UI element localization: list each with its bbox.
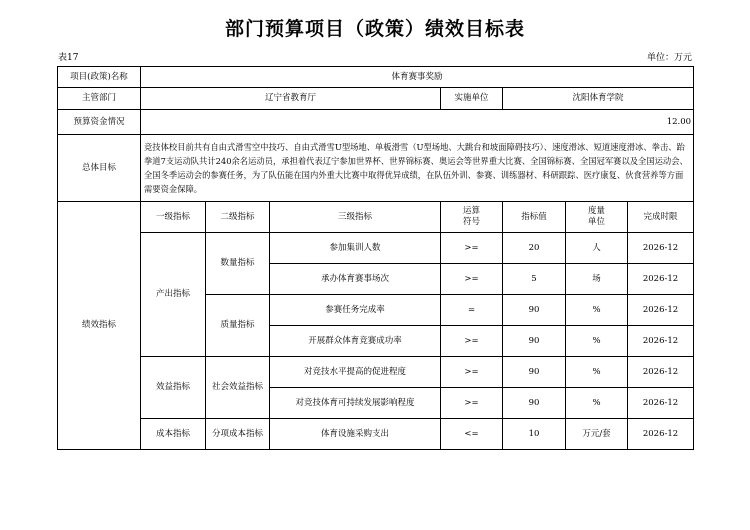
- group-social: 社会效益指标: [206, 357, 270, 419]
- indicator-value: 20: [503, 233, 566, 264]
- indicator-deadline: 2026-12: [628, 388, 694, 419]
- indicator-name: 对竞技体育可持续发展影响程度: [270, 388, 441, 419]
- table-number: 表17: [58, 53, 79, 63]
- goal-text: 竞技体校目前共有自由式滑雪空中技巧、自由式滑雪U型场地、单板滑雪（U型场地、大跳台和坡面障碍技巧）、速度滑冰、短道速度滑冰、拳击、跆拳道7支运动队共计240余名运动员，承担着代表辽宁参加世界杯、世界锦标赛、奥运会等世界重大比赛、全国锦标赛、全国冠军赛以及全国运动会、全国冬季运动会的参赛任务，为了队伍能在国内外重大比赛中取得优异成绩，在队伍外训、参赛、训练器材、科研跟踪、医疗康复、伙食营养等方面需要资金保障。: [141, 135, 694, 202]
- impl-label: 实施单位: [441, 88, 503, 110]
- indicator-operator: <=: [441, 419, 503, 450]
- dept-label: 主管部门: [58, 88, 141, 110]
- header-value: 指标值: [503, 202, 566, 233]
- perf-label: 绩效指标: [58, 202, 141, 450]
- project-row: [58, 67, 694, 88]
- funds-value: 12.00: [141, 110, 694, 135]
- group-quality: 质量指标: [206, 295, 270, 357]
- indicator-value: 90: [503, 295, 566, 326]
- indicator-unit: %: [566, 388, 628, 419]
- indicator-deadline: 2026-12: [628, 264, 694, 295]
- header-level2: 二级指标: [206, 202, 270, 233]
- project-label: 项目(政策)名称: [58, 67, 141, 88]
- indicator-operator: >=: [441, 233, 503, 264]
- dept-value: 辽宁省教育厅: [141, 88, 441, 110]
- indicator-unit: 万元/套: [566, 419, 628, 450]
- indicator-value: 90: [503, 357, 566, 388]
- indicator-value: 90: [503, 326, 566, 357]
- indicator-deadline: 2026-12: [628, 233, 694, 264]
- group-subcost: 分项成本指标: [206, 419, 270, 450]
- table-row: [58, 233, 694, 264]
- indicator-deadline: 2026-12: [628, 295, 694, 326]
- indicator-operator: >=: [441, 326, 503, 357]
- indicator-value: 5: [503, 264, 566, 295]
- performance-target-table: [57, 66, 694, 450]
- header-level1: 一级指标: [141, 202, 206, 233]
- group-cost: 成本指标: [141, 419, 206, 450]
- indicator-unit: 场: [566, 264, 628, 295]
- indicator-deadline: 2026-12: [628, 357, 694, 388]
- indicator-operator: >=: [441, 357, 503, 388]
- group-output: 产出指标: [141, 233, 206, 357]
- indicator-name: 参赛任务完成率: [270, 295, 441, 326]
- indicator-operator: >=: [441, 388, 503, 419]
- header-operator: 运算 符号: [441, 202, 503, 233]
- indicator-deadline: 2026-12: [628, 326, 694, 357]
- page-title: 部门预算项目（政策）绩效目标表: [224, 18, 525, 40]
- header-unit: 度量 单位: [566, 202, 628, 233]
- indicator-unit: %: [566, 295, 628, 326]
- indicator-value: 10: [503, 419, 566, 450]
- indicator-name: 承办体育赛事场次: [270, 264, 441, 295]
- group-benefit: 效益指标: [141, 357, 206, 419]
- perf-header-row: [58, 202, 694, 233]
- group-quantity: 数量指标: [206, 233, 270, 295]
- indicator-operator: =: [441, 295, 503, 326]
- project-value: 体育赛事奖励: [141, 67, 694, 88]
- unit-label: 单位：万元: [646, 53, 692, 63]
- indicator-name: 体育设施采购支出: [270, 419, 441, 450]
- table-row: [58, 357, 694, 388]
- indicator-deadline: 2026-12: [628, 419, 694, 450]
- header-deadline: 完成时限: [628, 202, 694, 233]
- table-row: [58, 419, 694, 450]
- indicator-operator: >=: [441, 264, 503, 295]
- indicator-name: 对竞技水平提高的促进程度: [270, 357, 441, 388]
- header-level3: 三级指标: [270, 202, 441, 233]
- department-row: [58, 88, 694, 110]
- indicator-name: 开展群众体育竞赛成功率: [270, 326, 441, 357]
- indicator-value: 90: [503, 388, 566, 419]
- goal-label: 总体目标: [58, 135, 141, 202]
- indicator-unit: %: [566, 357, 628, 388]
- goal-row: [58, 135, 694, 202]
- funds-row: [58, 110, 694, 135]
- funds-label: 预算资金情况: [58, 110, 141, 135]
- indicator-name: 参加集训人数: [270, 233, 441, 264]
- impl-value: 沈阳体育学院: [503, 88, 694, 110]
- indicator-unit: 人: [566, 233, 628, 264]
- indicator-unit: %: [566, 326, 628, 357]
